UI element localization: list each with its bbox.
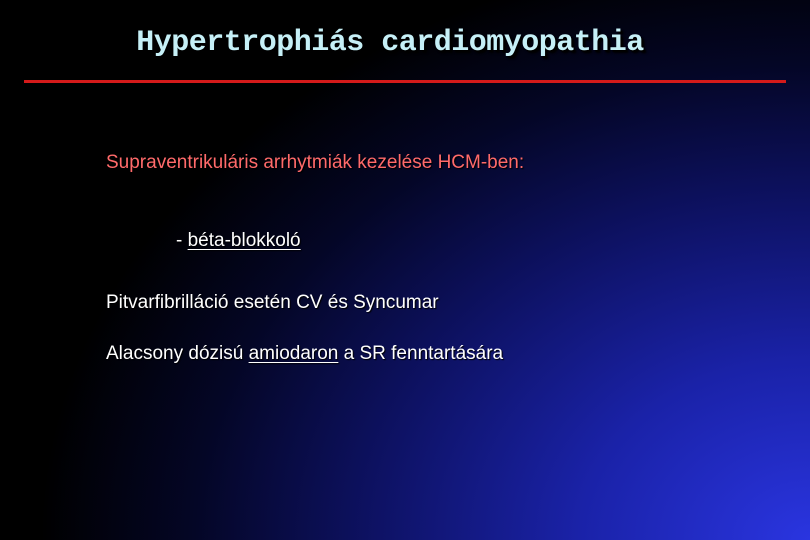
amiodarone-line-before: Alacsony dózisú <box>106 343 249 364</box>
bullet-beta-blocker <box>176 230 301 252</box>
amiodarone-line-after: a SR fenntartására <box>338 343 504 364</box>
bullet-dash: - <box>176 230 188 251</box>
beta-blocker-term: béta-blokkoló <box>187 230 301 251</box>
amiodarone-term: amiodaron <box>248 343 339 364</box>
title-divider <box>24 80 786 83</box>
amiodarone-line <box>106 343 503 365</box>
atrial-fibrillation-line: Pitvarfibrilláció esetén CV és Syncumar <box>106 292 439 313</box>
slide-title: Hypertrophiás cardiomyopathia <box>136 26 644 60</box>
section-heading: Supraventrikuláris arrhytmiák kezelése HCM-ben: <box>106 152 525 173</box>
